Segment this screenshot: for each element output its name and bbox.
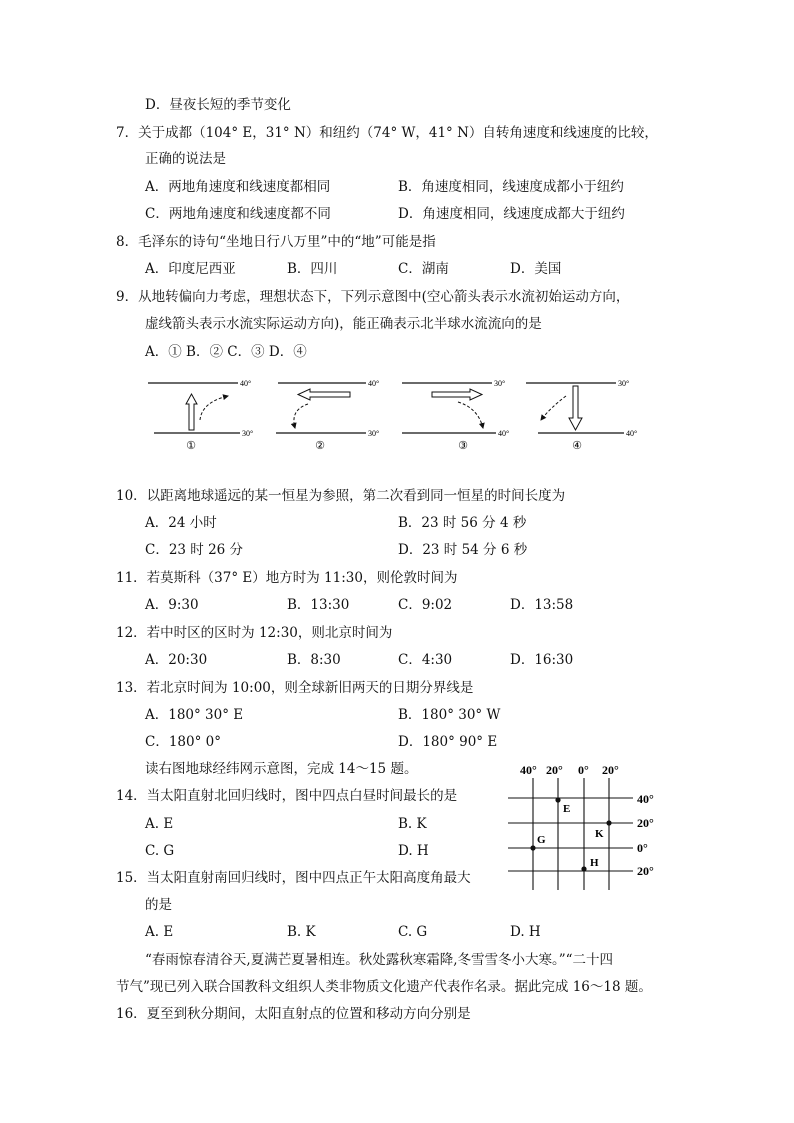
point-g-marker (530, 845, 535, 850)
q14-15-intro: 读右图地球经纬网示意图，完成 14～15 题。 (145, 761, 418, 777)
q14-option-b: B. K (398, 816, 427, 832)
lon-label-20e: 20° (602, 763, 619, 777)
q14-stem: 14．当太阳直射北回归线时，图中四点白昼时间最长的是 (116, 788, 458, 804)
q7-option-d: D．角速度相同，线速度成都大于纽约 (398, 206, 625, 222)
q11-option-b: B．13:30 (287, 597, 350, 613)
lat-label-20s: 20° (637, 864, 654, 878)
diagram-2 (276, 379, 379, 452)
q12-stem: 12．若中时区的区时为 12:30，则北京时间为 (116, 625, 393, 641)
point-k-marker (606, 820, 611, 825)
diagram-1-bottom-lat: 30° (242, 429, 254, 438)
diagram-1 (148, 379, 253, 452)
q14-option-d: D. H (398, 843, 429, 859)
q12-option-d: D．16:30 (510, 652, 574, 668)
q8-option-d: D．美国 (510, 261, 562, 277)
lon-label-40: 40° (520, 763, 537, 777)
passage-line-1: “春雨惊春清谷天,夏满芒夏暑相连。秋处露秋寒霜降,冬雪雪冬小大寒。”“二十四 (145, 952, 614, 968)
diagram-3 (402, 379, 509, 452)
q8-option-b: B．四川 (287, 261, 338, 277)
point-e-label: E (563, 803, 571, 815)
q12-option-a: A．20:30 (145, 652, 208, 668)
q13-option-a: A．180° 30° E (145, 707, 244, 723)
q6-option-d: D．昼夜长短的季节变化 (145, 97, 291, 113)
diagram-2-top-lat: 40° (368, 379, 380, 388)
q7-option-a: A．两地角速度和线速度都相同 (145, 179, 331, 195)
q14-option-a: A. E (145, 816, 174, 832)
q15-option-c: C. G (398, 924, 428, 940)
diagram-4-label: ④ (572, 439, 582, 452)
diagram-3-bottom-lat: 40° (498, 429, 510, 438)
diagram-4-top-lat: 30° (618, 379, 630, 388)
diagram-2-label: ② (315, 439, 325, 452)
point-g-label: G (537, 834, 546, 846)
q10-option-a: A．24 小时 (145, 515, 217, 531)
lat-long-grid-diagram (500, 758, 675, 893)
q7-option-c: C．两地角速度和线速度都不同 (145, 206, 331, 222)
q10-option-c: C．23 时 26 分 (145, 542, 244, 558)
q13-option-b: B．180° 30° W (398, 707, 501, 723)
q13-option-c: C．180° 0° (145, 734, 221, 750)
q13-stem: 13．若北京时间为 10:00，则全球新旧两天的日期分界线是 (116, 680, 474, 696)
point-h-marker (581, 866, 586, 871)
lat-label-40: 40° (637, 792, 654, 806)
passage-line-2: 节气”现已列入联合国教科文组织人类非物质文化遗产代表作名录。据此完成 16～18 题。 (116, 979, 652, 995)
q9-flow-diagrams (140, 372, 660, 457)
diagram-3-label: ③ (458, 439, 468, 452)
lat-label-0: 0° (637, 841, 648, 855)
q15-option-a: A. E (145, 924, 174, 940)
q12-option-c: C．4:30 (398, 652, 453, 668)
point-h-label: H (590, 857, 599, 869)
q15-stem-cont: 的是 (145, 897, 172, 913)
diagram-1-label: ① (186, 439, 196, 452)
q7-stem: 7．关于成都（104° E，31° N）和纽约（74° W，41° N）自转角速度和线速度的比较， (116, 125, 658, 141)
q12-option-b: B．8:30 (287, 652, 341, 668)
point-k-label: K (595, 828, 604, 840)
q10-option-d: D．23 时 54 分 6 秒 (398, 542, 528, 558)
q15-stem: 15．当太阳直射南回归线时，图中四点正午太阳高度角最大 (116, 870, 471, 886)
q13-option-d: D．180° 90° E (398, 734, 498, 750)
q11-option-a: A．9:30 (145, 597, 199, 613)
q8-option-c: C．湖南 (398, 261, 449, 277)
q8-stem: 8．毛泽东的诗句“坐地日行八万里”中的“地”可能是指 (116, 234, 436, 250)
q7-stem-cont: 正确的说法是 (145, 151, 226, 167)
q16-stem: 16．夏至到秋分期间，太阳直射点的位置和移动方向分别是 (116, 1006, 471, 1022)
q9-options: A．① B．② C．③ D．④ (145, 344, 307, 360)
q11-option-d: D．13:58 (510, 597, 574, 613)
diagram-1-top-lat: 40° (240, 379, 252, 388)
q14-option-c: C. G (145, 843, 175, 859)
q11-option-c: C．9:02 (398, 597, 453, 613)
q15-option-b: B. K (287, 924, 316, 940)
q10-stem: 10．以距离地球遥远的某一恒星为参照，第二次看到同一恒星的时间长度为 (116, 488, 566, 504)
point-e-marker (555, 797, 560, 802)
q10-option-b: B．23 时 56 分 4 秒 (398, 515, 527, 531)
diagram-2-bottom-lat: 30° (368, 429, 380, 438)
q9-stem: 9．从地转偏向力考虑，理想状态下，下列示意图中(空心箭头表示水流初始运动方向， (116, 289, 630, 305)
diagram-4-bottom-lat: 40° (626, 429, 638, 438)
q9-stem-cont: 虚线箭头表示水流实际运动方向)，能正确表示北半球水流流向的是 (145, 316, 542, 332)
q8-option-a: A．印度尼西亚 (145, 261, 236, 277)
diagram-3-top-lat: 30° (494, 379, 506, 388)
lon-label-20: 20° (546, 763, 563, 777)
diagram-4 (526, 379, 637, 452)
q15-option-d: D. H (510, 924, 541, 940)
lon-label-0: 0° (578, 763, 589, 777)
q7-option-b: B．角速度相同，线速度成都小于纽约 (398, 179, 624, 195)
lat-label-20: 20° (637, 816, 654, 830)
q11-stem: 11．若莫斯科（37° E）地方时为 11:30，则伦敦时间为 (116, 570, 458, 586)
